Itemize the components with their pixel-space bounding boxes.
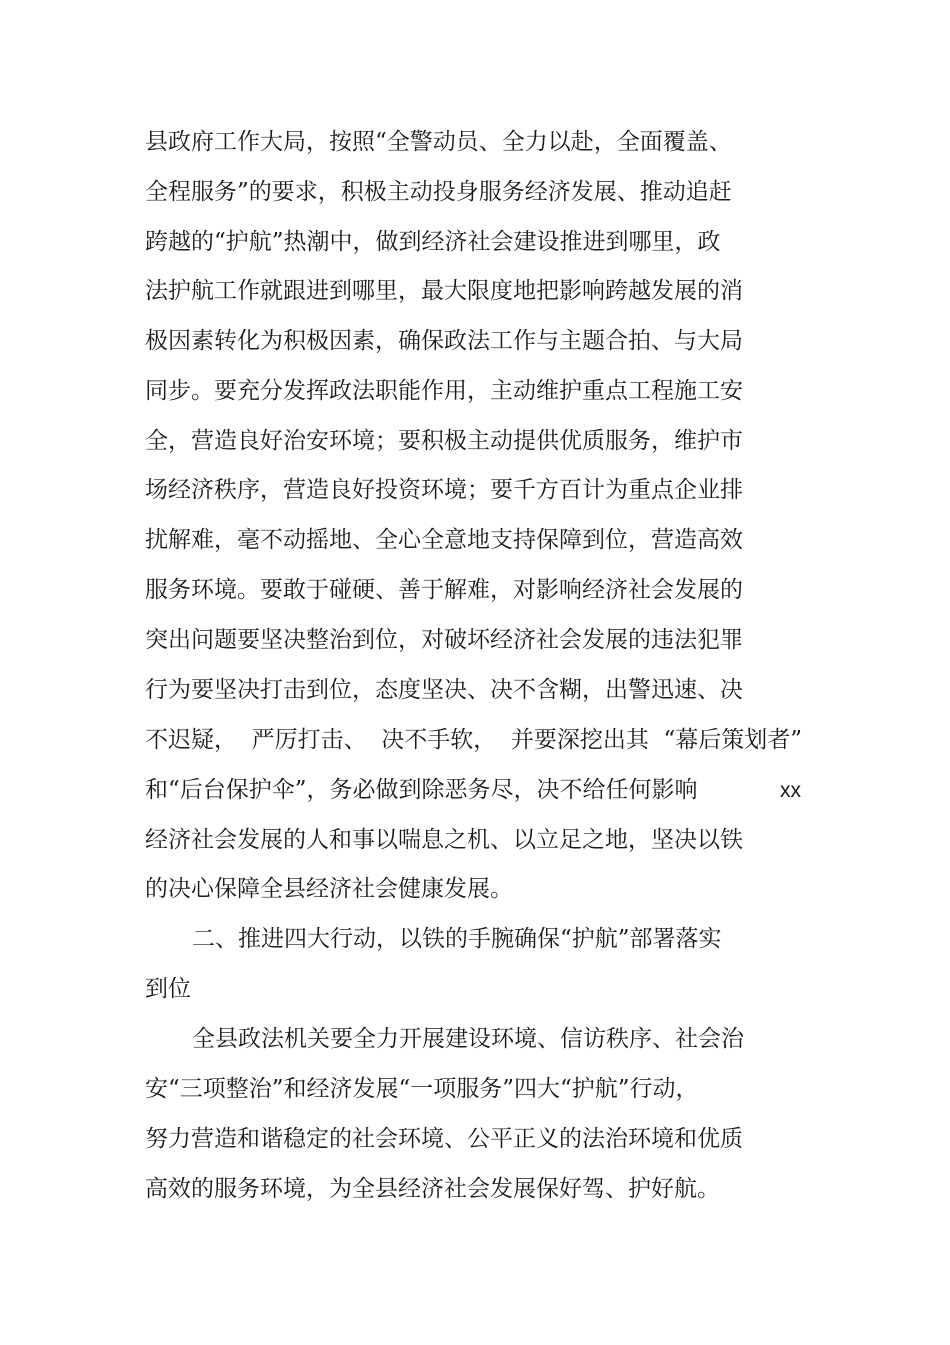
- text-line: 跨越的“护航”热潮中，做到经济社会建设推进到哪里，政: [145, 229, 721, 255]
- text-line: 场经济秩序，营造良好投资环境；要千方百计为重点企业排: [145, 477, 743, 503]
- text-line: 县政府工作大局，按照“全警动员、全力以赴，全面覆盖、: [145, 129, 732, 155]
- text-line: 的决心保障全县经济社会健康发展。: [145, 876, 513, 902]
- text-line: 极因素转化为积极因素，确保政法工作与主题合拍、与大局: [145, 328, 743, 354]
- text-line: 同步。要充分发挥政法职能作用，主动维护重点工程施工安: [145, 378, 743, 404]
- text-line: 行为要坚决打击到位，态度坚决、决不含糊，出警迅速、决: [145, 677, 743, 703]
- text-line: 全县政法机关要全力开展建设环境、信访秩序、社会治: [192, 1026, 744, 1052]
- text-line: 经济社会发展的人和事以喘息之机、以立足之地，坚决以铁: [145, 827, 743, 853]
- text-line: 全程服务”的要求，积极主动投身服务经济发展、推动追赶: [145, 179, 732, 205]
- text-line: 扰解难，毫不动摇地、全心全意地支持保障到位，营造高效: [145, 527, 743, 553]
- text-line: 全，营造良好治安环境；要积极主动提供优质服务，维护市: [145, 428, 743, 454]
- text-line: 努力营造和谐稳定的社会环境、公平正义的法治环境和优质: [145, 1126, 743, 1152]
- text-line: 突出问题要坚决整治到位，对破坏经济社会发展的违法犯罪: [145, 627, 743, 653]
- text-line: 安“三项整治”和经济发展“一项服务”四大“护航”行动，: [145, 1076, 699, 1102]
- text-line: 不迟疑， 严厉打击、 决不手软， 并要深挖出其 “幕后策划者”: [145, 727, 803, 753]
- text-line: 高效的服务环境，为全县经济社会发展保好驾、护好航。: [145, 1176, 720, 1202]
- text-line: 法护航工作就跟进到哪里，最大限度地把影响跨越发展的消: [145, 278, 743, 304]
- text-line: 服务环境。要敢于碰硬、善于解难，对影响经济社会发展的: [145, 577, 743, 603]
- section-heading-continued: 到位: [145, 976, 191, 1002]
- text-line: 和“后台保护伞”，务必做到除恶务尽，决不给任何影响: [145, 777, 698, 803]
- side-mark: xx: [780, 779, 801, 802]
- section-heading: 二、推进四大行动，以铁的手腕确保“护航”部署落实: [192, 926, 722, 952]
